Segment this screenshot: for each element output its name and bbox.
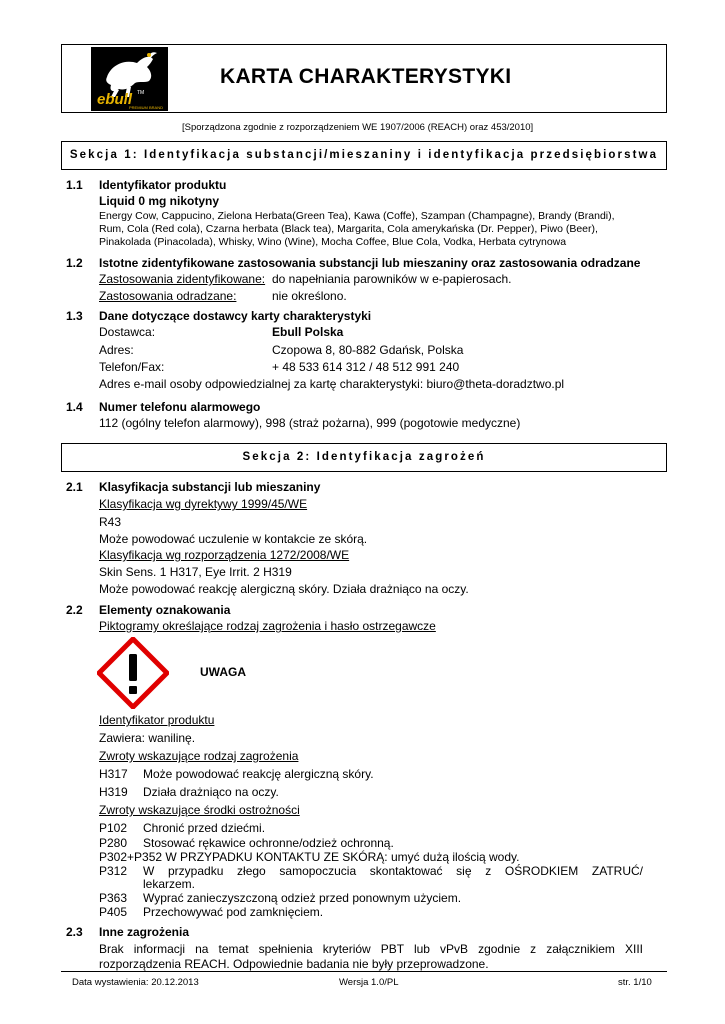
s14-title: Numer telefonu alarmowego xyxy=(99,400,261,414)
s13-address-label: Adres: xyxy=(99,343,134,357)
s13-phone-value: + 48 533 614 312 / 48 512 991 240 xyxy=(272,360,460,374)
h-statement-text: Działa drażniąco na oczy. xyxy=(143,785,279,799)
signal-word: UWAGA xyxy=(200,665,246,679)
footer-date: Data wystawienia: 20.12.2013 xyxy=(72,977,199,988)
s21-regulation-label: Klasyfikacja wg rozporządzenia 1272/2008/WE xyxy=(99,548,350,562)
footer-version: Wersja 1.0/PL xyxy=(339,977,399,988)
s11-title: Identyfikator produktu xyxy=(99,178,227,192)
s12-identified-value: do napełniania parowników w e-papierosach. xyxy=(272,272,512,286)
section2-header-box xyxy=(61,443,667,472)
p312-code: P312 xyxy=(99,864,128,878)
s12-advised-against-label: Zastosowania odradzane: xyxy=(99,289,237,303)
p363-text: Wyprać zanieczyszczoną odzież przed ponownym użyciem. xyxy=(143,891,462,905)
ebull-logo xyxy=(91,47,168,111)
s11-product: Liquid 0 mg nikotyny xyxy=(99,194,220,208)
s13-phone-label: Telefon/Fax: xyxy=(99,360,165,374)
s23-number: 2.3 xyxy=(66,925,83,939)
s11-flavour-line: Pinakolada (Pinacolada), Whisky, Wino (Wine), Mocha Coffee, Blue Cola, Vodka, Herbata cytrynowa xyxy=(99,236,567,248)
p280-text: Stosować rękawice ochronne/odzież ochronną. xyxy=(143,836,394,850)
s12-number: 1.2 xyxy=(66,256,83,270)
s13-supplier-label: Dostawca: xyxy=(99,325,156,339)
p312-text-line2: lekarzem. xyxy=(143,877,196,891)
h-statement-code: H317 xyxy=(99,767,128,781)
s22-pictogram-label: Piktogramy określające rodzaj zagrożenia i hasło ostrzegawcze xyxy=(99,619,436,633)
s13-address-value: Czopowa 8, 80-882 Gdańsk, Polska xyxy=(272,343,464,357)
logo-brand-text: ebull xyxy=(97,91,133,108)
s21-directive-label: Klasyfikacja wg dyrektywy 1999/45/WE xyxy=(99,497,308,511)
s13-number: 1.3 xyxy=(66,309,83,323)
p405-code: P405 xyxy=(99,905,128,919)
s23-text-line1: Brak informacji na temat spełnienia kryteriów PBT lub vPvB zgodnie z załącznikiem XIII xyxy=(99,942,643,956)
s11-flavour-line: Energy Cow, Cappucino, Zielona Herbata(Green Tea), Kawa (Coffe), Szampan (Champagne), Brandy (Brandi), xyxy=(99,210,615,222)
footer-divider xyxy=(61,971,667,972)
s13-supplier-value: Ebull Polska xyxy=(272,325,344,339)
s22-number: 2.2 xyxy=(66,603,83,617)
section2-title: Sekcja 2: Identyfikacja zagrożeń xyxy=(242,451,486,463)
p280-code: P280 xyxy=(99,836,128,850)
s21-regulation-class: Skin Sens. 1 H317, Eye Irrit. 2 H319 xyxy=(99,565,292,579)
s22-precautionary-label: Zwroty wskazujące środki ostrożności xyxy=(99,803,300,817)
p302-p352-statement: P302+P352 W PRZYPADKU KONTAKTU ZE SKÓRĄ: umyć dużą ilością wody. xyxy=(99,850,520,864)
s22-hazard-statements-label: Zwroty wskazujące rodzaj zagrożenia xyxy=(99,749,299,763)
p102-text: Chronić przed dziećmi. xyxy=(143,821,266,835)
s14-number: 1.4 xyxy=(66,400,83,414)
document-title: KARTA CHARAKTERYSTYKI xyxy=(220,65,512,88)
s11-number: 1.1 xyxy=(66,178,83,192)
p312-text-line1: W przypadku złego samopoczucia skontaktować się z OŚRODKIEM ZATRUĆ/ xyxy=(143,864,643,878)
s22-identifier-label: Identyfikator produktu xyxy=(99,713,215,727)
s21-title: Klasyfikacja substancji lub mieszaniny xyxy=(99,480,321,494)
p363-code: P363 xyxy=(99,891,128,905)
s21-r43: R43 xyxy=(99,515,122,529)
logo-tm: TM xyxy=(137,90,145,96)
h-statement-text: Może powodować reakcję alergiczną skóry. xyxy=(143,767,374,781)
h-statement-code: H319 xyxy=(99,785,128,799)
p405-text: Przechowywać pod zamknięciem. xyxy=(143,905,324,919)
s13-title: Dane dotyczące dostawcy karty charakterystyki xyxy=(99,309,372,323)
p102-code: P102 xyxy=(99,821,128,835)
logo-subtitle: PREMIUM BRAND xyxy=(129,105,164,110)
s13-email-line: Adres e-mail osoby odpowiedzialnej za kartę charakterystyki: biuro@theta-doradztwo.pl xyxy=(99,377,565,391)
s22-title: Elementy oznakowania xyxy=(99,603,231,617)
s21-number: 2.1 xyxy=(66,480,83,494)
s22-contains: Zawiera: wanilinę. xyxy=(99,731,196,745)
s23-title: Inne zagrożenia xyxy=(99,925,190,939)
s21-r43-text: Może powodować uczulenie w kontakcie ze skórą. xyxy=(99,532,368,546)
exclamation-hazard-pictogram-icon xyxy=(97,637,169,709)
s12-advised-against-value: nie określono. xyxy=(272,289,347,303)
s12-identified-label: Zastosowania zidentyfikowane: xyxy=(99,272,266,286)
regulation-note: [Sporządzona zgodnie z rozporządzeniem WE 1907/2006 (REACH) oraz 453/2010] xyxy=(182,122,534,133)
s21-regulation-text: Może powodować reakcję alergiczną skóry. Działa drażniąco na oczy. xyxy=(99,582,469,596)
s14-text: 112 (ogólny telefon alarmowy), 998 (straż pożarna), 999 (pogotowie medyczne) xyxy=(99,416,521,430)
footer-page-number: str. 1/10 xyxy=(618,977,652,988)
section1-title: Sekcja 1: Identyfikacja substancji/mieszaniny i identyfikacja przedsiębiorstwa xyxy=(69,149,659,161)
s23-text-line2: rozporządzenia REACH. Odpowiednie badania nie były przeprowadzone. xyxy=(99,957,489,971)
s11-flavour-line: Rum, Cola (Red cola), Czarna herbata (Black tea), Margarita, Cola amerykańska (Dr. Pepper), Piwo (Beer), xyxy=(99,223,598,235)
section1-header-box xyxy=(61,141,667,170)
s12-title: Istotne zidentyfikowane zastosowania substancji lub mieszaniny oraz zastosowania odradzane xyxy=(99,256,641,270)
